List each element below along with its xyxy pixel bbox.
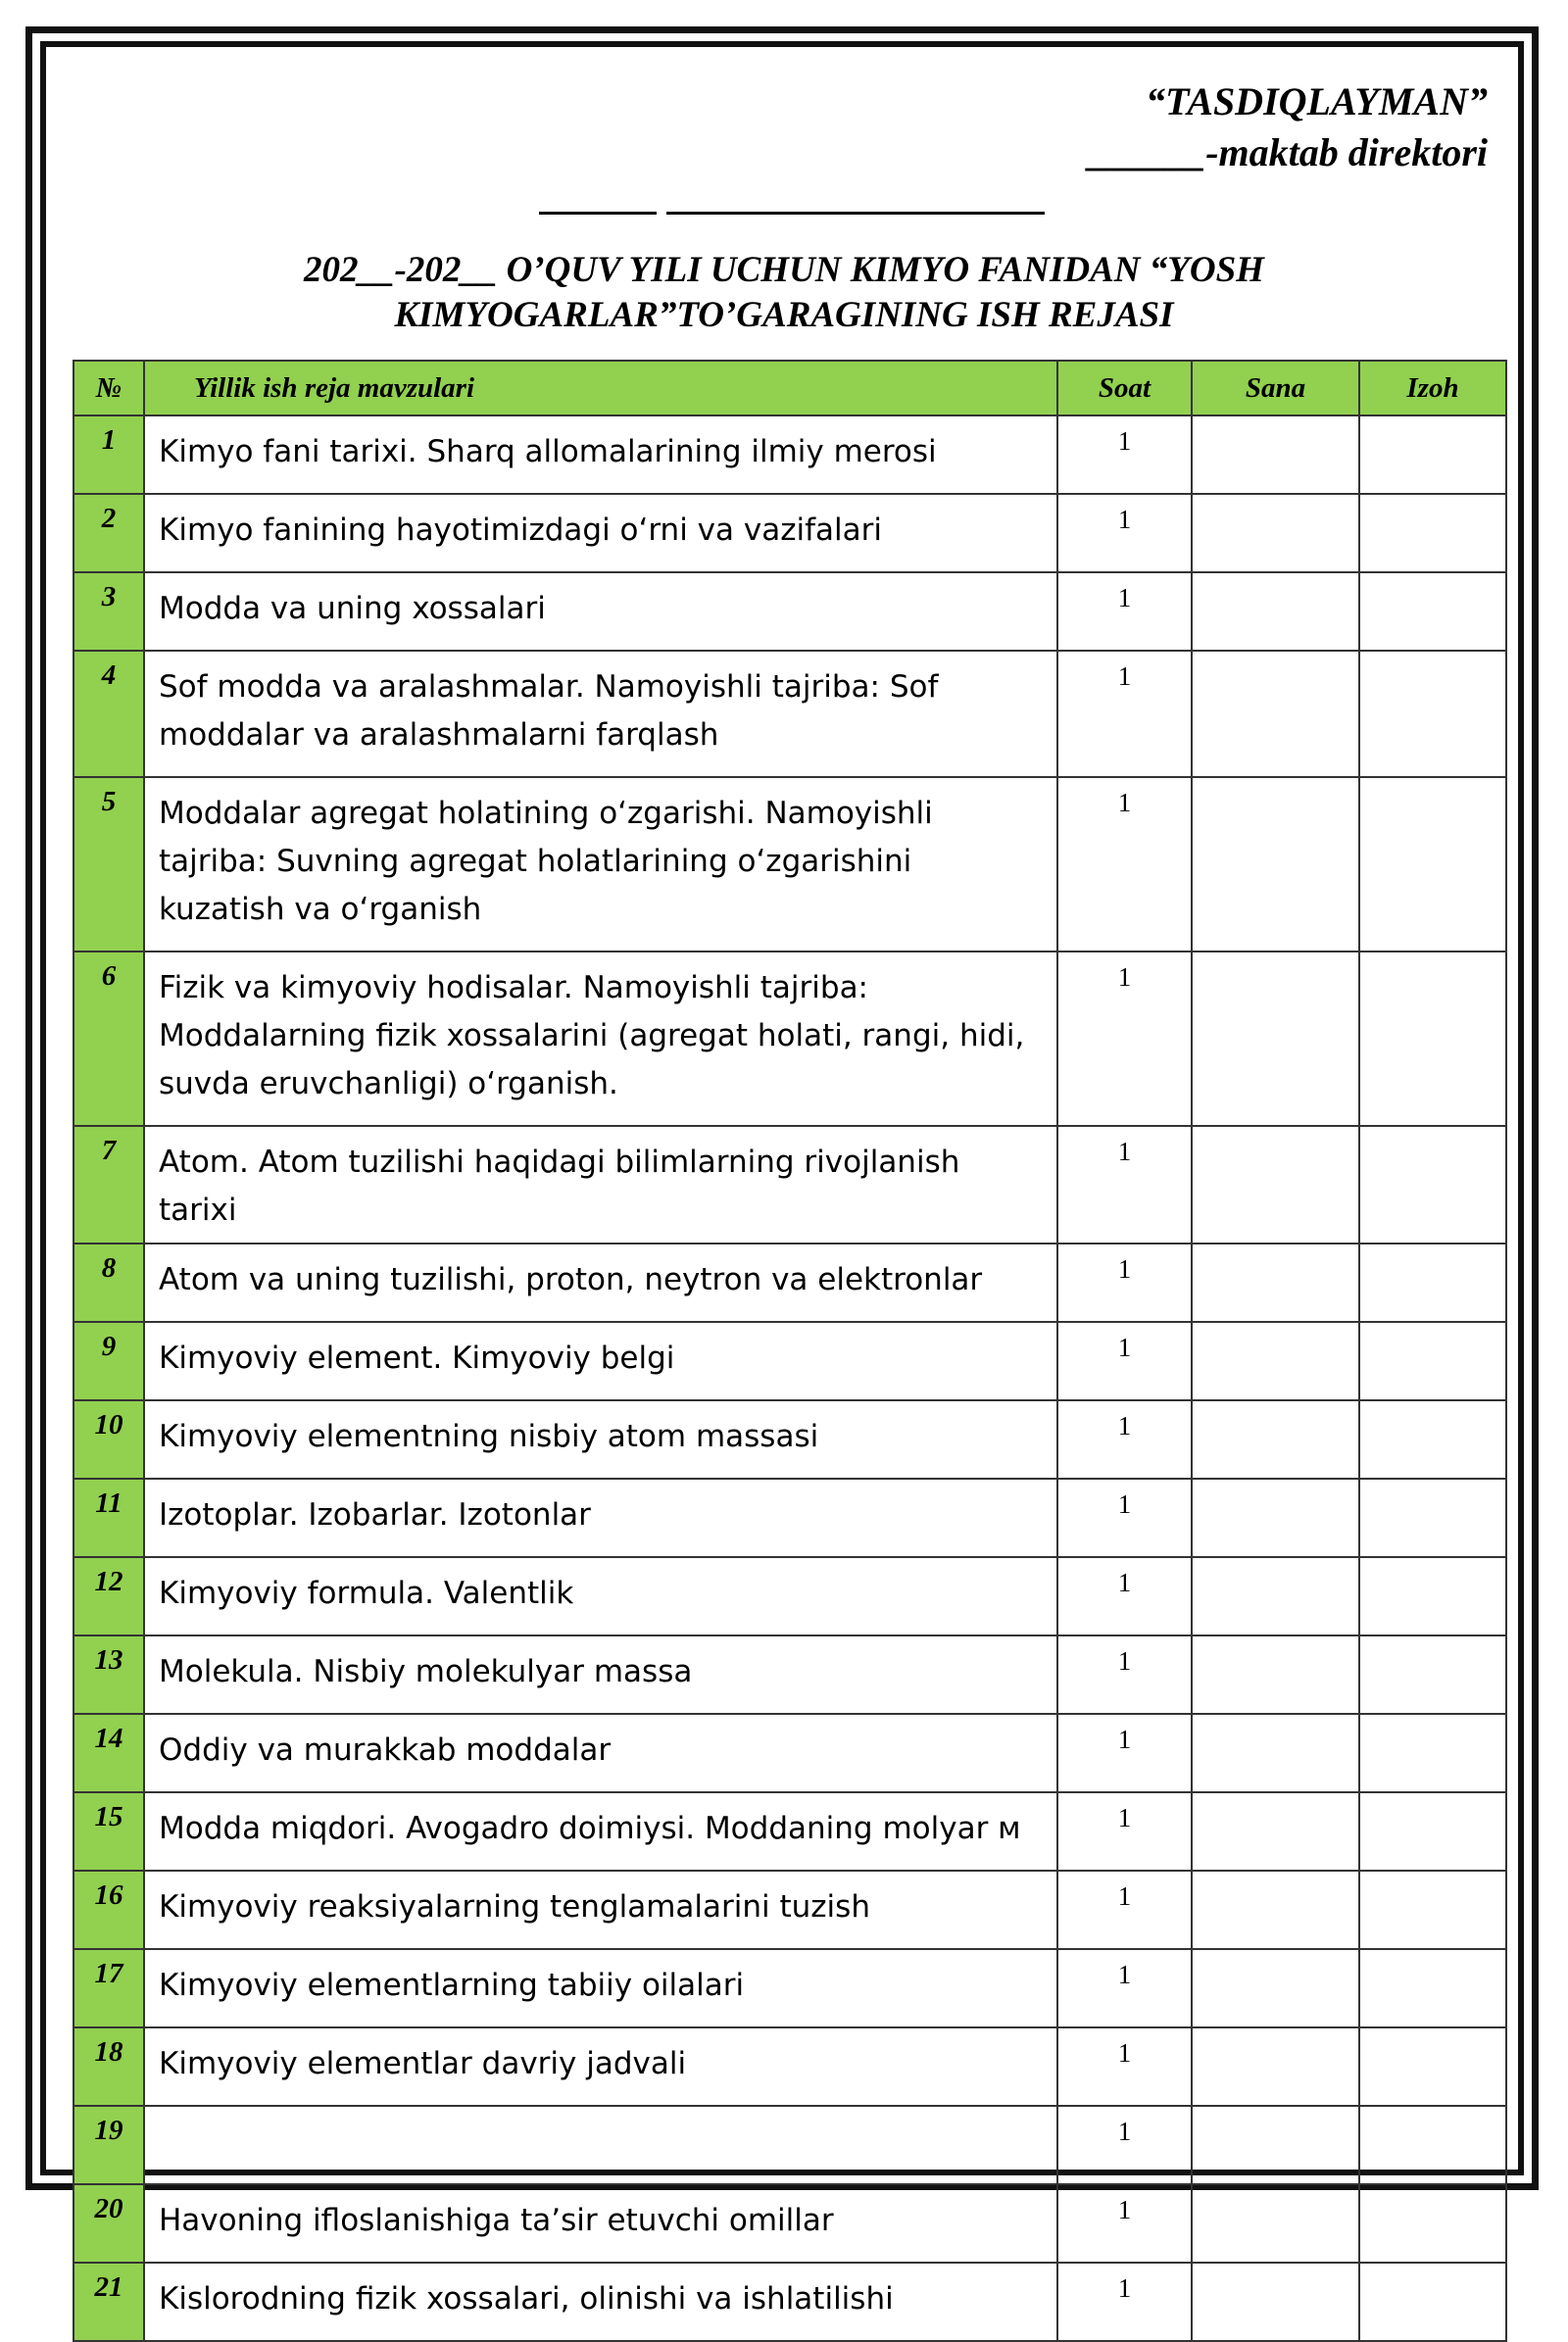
table-row — [74, 1949, 1506, 2027]
row-topic: Modda va uning xossalari — [144, 572, 1057, 651]
row-note — [1359, 2184, 1506, 2263]
row-topic: Sof modda va aralashmalar. Namoyishli tajriba: Sof moddalar va aralashmalarni farqlash — [144, 651, 1057, 777]
row-note — [1359, 1400, 1506, 1479]
row-topic — [144, 2106, 1057, 2184]
row-number: 8 — [74, 1244, 144, 1322]
row-hours: 1 — [1057, 651, 1192, 777]
document-title — [118, 248, 1450, 338]
table-row — [74, 951, 1506, 1126]
row-number: 19 — [74, 2106, 144, 2184]
row-note — [1359, 1244, 1506, 1322]
row-date — [1192, 1871, 1359, 1949]
row-number: 5 — [74, 777, 144, 951]
row-topic: Molekula. Nisbiy molekulyar massa — [144, 1635, 1057, 1714]
table-row — [74, 1871, 1506, 1949]
table-row — [74, 1792, 1506, 1871]
table-row — [74, 651, 1506, 777]
row-hours: 1 — [1057, 777, 1192, 951]
signature-blank-long — [666, 212, 1045, 215]
row-date — [1192, 2106, 1359, 2184]
row-hours: 1 — [1057, 951, 1192, 1126]
row-note — [1359, 1557, 1506, 1635]
row-note — [1359, 1635, 1506, 1714]
row-note — [1359, 415, 1506, 494]
header-topic: Yillik ish reja mavzulari — [144, 361, 1057, 415]
row-hours: 1 — [1057, 2184, 1192, 2263]
row-hours: 1 — [1057, 2263, 1192, 2341]
table-row — [74, 1714, 1506, 1792]
row-date — [1192, 2184, 1359, 2263]
row-number: 6 — [74, 951, 144, 1126]
row-note — [1359, 1949, 1506, 2027]
row-hours: 1 — [1057, 1792, 1192, 1871]
row-number: 1 — [74, 415, 144, 494]
row-number: 17 — [74, 1949, 144, 2027]
row-topic: Izotoplar. Izobarlar. Izotonlar — [144, 1479, 1057, 1557]
work-plan-table — [73, 360, 1507, 2342]
row-topic: Modda miqdori. Avogadro doimiysi. Moddaning molyar м — [144, 1792, 1057, 1871]
row-hours: 1 — [1057, 1244, 1192, 1322]
row-number: 12 — [74, 1557, 144, 1635]
row-topic: Fizik va kimyoviy hodisalar. Namoyishli tajriba: Moddalarning fizik xossalarini (agregat holati, rangi, hidi, suvda eruvchanligi) oʻrganish. — [144, 951, 1057, 1126]
row-hours: 1 — [1057, 2027, 1192, 2106]
row-note — [1359, 494, 1506, 572]
row-note — [1359, 1126, 1506, 1244]
table-row — [74, 2106, 1506, 2184]
row-topic: Kimyo fanining hayotimizdagi oʻrni va vazifalari — [144, 494, 1057, 572]
row-date — [1192, 1400, 1359, 1479]
row-date — [1192, 777, 1359, 951]
table-row — [74, 1244, 1506, 1322]
row-note — [1359, 951, 1506, 1126]
row-topic: Havoning ifloslanishiga ta’sir etuvchi omillar — [144, 2184, 1057, 2263]
header-date: Sana — [1192, 361, 1359, 415]
row-topic: Kimyoviy elementlarning tabiiy oilalari — [144, 1949, 1057, 2027]
approval-director: ______-maktab direktori — [1088, 130, 1488, 174]
row-note — [1359, 1322, 1506, 1400]
row-topic: Moddalar agregat holatining oʻzgarishi. Namoyishli tajriba: Suvning agregat holatlarining oʻzgarishini kuzatish va oʻrganish — [144, 777, 1057, 951]
row-number: 2 — [74, 494, 144, 572]
table-row — [74, 1635, 1506, 1714]
header-hours: Soat — [1057, 361, 1192, 415]
row-number: 7 — [74, 1126, 144, 1244]
row-date — [1192, 2027, 1359, 2106]
table-row — [74, 572, 1506, 651]
row-date — [1192, 1126, 1359, 1244]
table-row — [74, 494, 1506, 572]
row-note — [1359, 2106, 1506, 2184]
row-number: 11 — [74, 1479, 144, 1557]
table-row — [74, 1557, 1506, 1635]
row-topic: Kimyoviy reaksiyalarning tenglamalarini tuzish — [144, 1871, 1057, 1949]
row-note — [1359, 1479, 1506, 1557]
approval-heading: “TASDIQLAYMAN” — [1146, 79, 1488, 123]
row-note — [1359, 651, 1506, 777]
row-note — [1359, 1871, 1506, 1949]
table-row — [74, 2263, 1506, 2341]
table-row — [74, 1479, 1506, 1557]
table-row — [74, 777, 1506, 951]
title-line-1: 202__-202__ O’QUV YILI UCHUN KIMYO FANIDAN “YOSH — [304, 250, 1264, 290]
title-line-2: KIMYOGARLAR”TO’GARAGINING ISH REJASI — [394, 295, 1174, 335]
row-number: 9 — [74, 1322, 144, 1400]
row-date — [1192, 1949, 1359, 2027]
row-date — [1192, 1244, 1359, 1322]
row-number: 4 — [74, 651, 144, 777]
table-row — [74, 1126, 1506, 1244]
row-hours: 1 — [1057, 494, 1192, 572]
row-number: 16 — [74, 1871, 144, 1949]
row-hours: 1 — [1057, 572, 1192, 651]
row-date — [1192, 1792, 1359, 1871]
row-hours: 1 — [1057, 415, 1192, 494]
header-note: Izoh — [1359, 361, 1506, 415]
row-date — [1192, 1714, 1359, 1792]
table-body — [74, 415, 1506, 2341]
row-topic: Atom. Atom tuzilishi haqidagi bilimlarning rivojlanish tarixi — [144, 1126, 1057, 1244]
row-date — [1192, 1322, 1359, 1400]
row-hours: 1 — [1057, 1635, 1192, 1714]
row-topic: Kimyoviy elementning nisbiy atom massasi — [144, 1400, 1057, 1479]
row-number: 20 — [74, 2184, 144, 2263]
row-date — [1192, 1479, 1359, 1557]
row-date — [1192, 1635, 1359, 1714]
row-note — [1359, 2027, 1506, 2106]
row-topic: Atom va uning tuzilishi, proton, neytron va elektronlar — [144, 1244, 1057, 1322]
row-hours: 1 — [1057, 1479, 1192, 1557]
row-hours: 1 — [1057, 1714, 1192, 1792]
row-number: 3 — [74, 572, 144, 651]
row-note — [1359, 777, 1506, 951]
signature-blank-short — [539, 212, 657, 215]
row-topic: Kislorodning fizik xossalari, olinishi va ishlatilishi — [144, 2263, 1057, 2341]
row-note — [1359, 1792, 1506, 1871]
row-hours: 1 — [1057, 2106, 1192, 2184]
row-number: 15 — [74, 1792, 144, 1871]
row-number: 10 — [74, 1400, 144, 1479]
row-topic: Kimyoviy formula. Valentlik — [144, 1557, 1057, 1635]
header-number: № — [74, 361, 144, 415]
table-header-row — [74, 361, 1506, 415]
row-number: 14 — [74, 1714, 144, 1792]
row-number: 13 — [74, 1635, 144, 1714]
row-hours: 1 — [1057, 1322, 1192, 1400]
row-number: 21 — [74, 2263, 144, 2341]
table-row — [74, 415, 1506, 494]
row-hours: 1 — [1057, 1126, 1192, 1244]
row-date — [1192, 415, 1359, 494]
table-row — [74, 1400, 1506, 1479]
row-topic: Oddiy va murakkab moddalar — [144, 1714, 1057, 1792]
row-note — [1359, 2263, 1506, 2341]
row-date — [1192, 951, 1359, 1126]
table-row — [74, 1322, 1506, 1400]
row-hours: 1 — [1057, 1557, 1192, 1635]
row-topic: Kimyoviy elementlar davriy jadvali — [144, 2027, 1057, 2106]
row-date — [1192, 1557, 1359, 1635]
row-topic: Kimyo fani tarixi. Sharq allomalarining ilmiy merosi — [144, 415, 1057, 494]
row-date — [1192, 651, 1359, 777]
row-note — [1359, 1714, 1506, 1792]
row-date — [1192, 572, 1359, 651]
row-note — [1359, 572, 1506, 651]
row-date — [1192, 2263, 1359, 2341]
table-row — [74, 2027, 1506, 2106]
row-topic: Kimyoviy element. Kimyoviy belgi — [144, 1322, 1057, 1400]
row-hours: 1 — [1057, 1871, 1192, 1949]
row-hours: 1 — [1057, 1400, 1192, 1479]
row-hours: 1 — [1057, 1949, 1192, 2027]
approval-block — [1088, 76, 1488, 178]
row-number: 18 — [74, 2027, 144, 2106]
table-row — [74, 2184, 1506, 2263]
row-date — [1192, 494, 1359, 572]
